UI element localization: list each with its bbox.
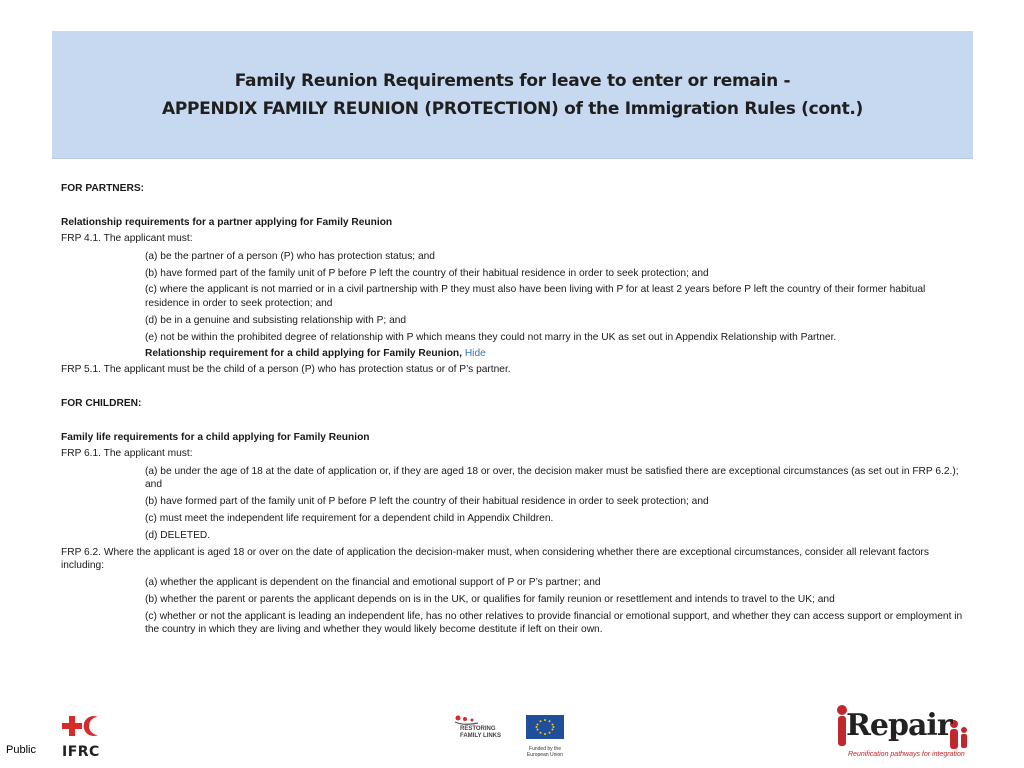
partner-item-d: (d) be in a genuine and subsisting relationship with P; and (145, 314, 407, 326)
partners-subheading: Relationship requirements for a partner applying for Family Reunion (61, 216, 393, 228)
repair-wordmark: Repair (846, 708, 952, 743)
ifrc-text: IFRC (62, 744, 100, 760)
child-item-a: (a) be under the age of 18 at the date of application or, if they are aged 18 or over, the decision maker must be satisfied there are exceptional circumstances (as set out in FRP 6.2.); and (145, 465, 959, 491)
child-item-b: (b) have formed part of the family unit of P before P left the country of their habitual residence in order to seek protection; and (145, 496, 709, 508)
factor-a: (a) whether the applicant is dependent on the financial and emotional support of P or P’s partner; and (145, 576, 601, 588)
repair-tagline: Reunification pathways for integration (848, 751, 965, 758)
child-item-d: (d) DELETED. (145, 529, 211, 541)
document-body (61, 181, 966, 638)
child-requirement-label: Relationship requirement for a child applying for Family Reunion, (145, 348, 462, 360)
partner-item-b: (b) have formed part of the family unit of P before P left the country of their habitual residence in order to seek protection; and (145, 267, 709, 279)
red-cross-crescent-icon (62, 715, 102, 737)
page-title-line-2: APPENDIX FAMILY REUNION (PROTECTION) of the Immigration Rules (cont.) (161, 98, 864, 119)
rule-frp-6-2: FRP 6.2. Where the applicant is aged 18 or over on the date of application the decision-maker must, when considering whether there are exceptional circumstances, consider all relevant factors including: (61, 546, 929, 572)
children-subheading: Family life requirements for a child applying for Family Reunion (61, 431, 370, 443)
ifrc-logo (62, 715, 102, 760)
rfl-text: RESTORING FAMILY LINKS (460, 726, 502, 739)
eu-caption: Funded by the European Union (526, 746, 564, 758)
partner-item-e: (e) not be within the prohibited degree of relationship with P which means they could not marry in the UK as set out in Appendix Relationship with Partner. (145, 331, 837, 343)
eu-flag-icon (526, 715, 564, 739)
rule-frp-6-1: FRP 6.1. The applicant must: (61, 448, 193, 460)
partner-item-a: (a) be the partner of a person (P) who has protection status; and (145, 250, 435, 262)
eu-funding-logo (526, 715, 564, 758)
factor-b: (b) whether the parent or parents the applicant depends on is in the UK, or qualifies for family reunion or resettlement and intends to travel to the UK; and (145, 593, 835, 605)
page-title-line-1: Family Reunion Requirements for leave to enter or remain - (234, 70, 791, 91)
partner-item-c: (c) where the applicant is not married or in a civil partnership with P they must also have been living with P for at least 2 years before P left the country of their former habitual residence in order to seek protection; and (145, 284, 926, 309)
children-heading: FOR CHILDREN: (61, 398, 142, 410)
classification-label: Public (6, 744, 36, 756)
partners-heading: FOR PARTNERS: (61, 183, 145, 194)
restoring-family-links-logo (452, 714, 508, 746)
hide-link[interactable]: Hide (464, 348, 486, 360)
rule-frp-5-1: FRP 5.1. The applicant must be the child of a person (P) who has protection status or of P’s partner. (61, 364, 511, 376)
child-item-c: (c) must meet the independent life requirement for a dependent child in Appendix Children. (145, 513, 554, 524)
factor-c: (c) whether or not the applicant is leading an independent life, has no other relatives to provide financial or emotional support, and whether they can access support or employment in the country in which they are living and whether they would likely become destitute if left on their own. (145, 610, 963, 636)
repair-logo (832, 702, 972, 764)
rule-frp-4-1: FRP 4.1. The applicant must: (61, 233, 193, 245)
child-requirement-line (61, 346, 966, 363)
title-banner (52, 31, 973, 159)
